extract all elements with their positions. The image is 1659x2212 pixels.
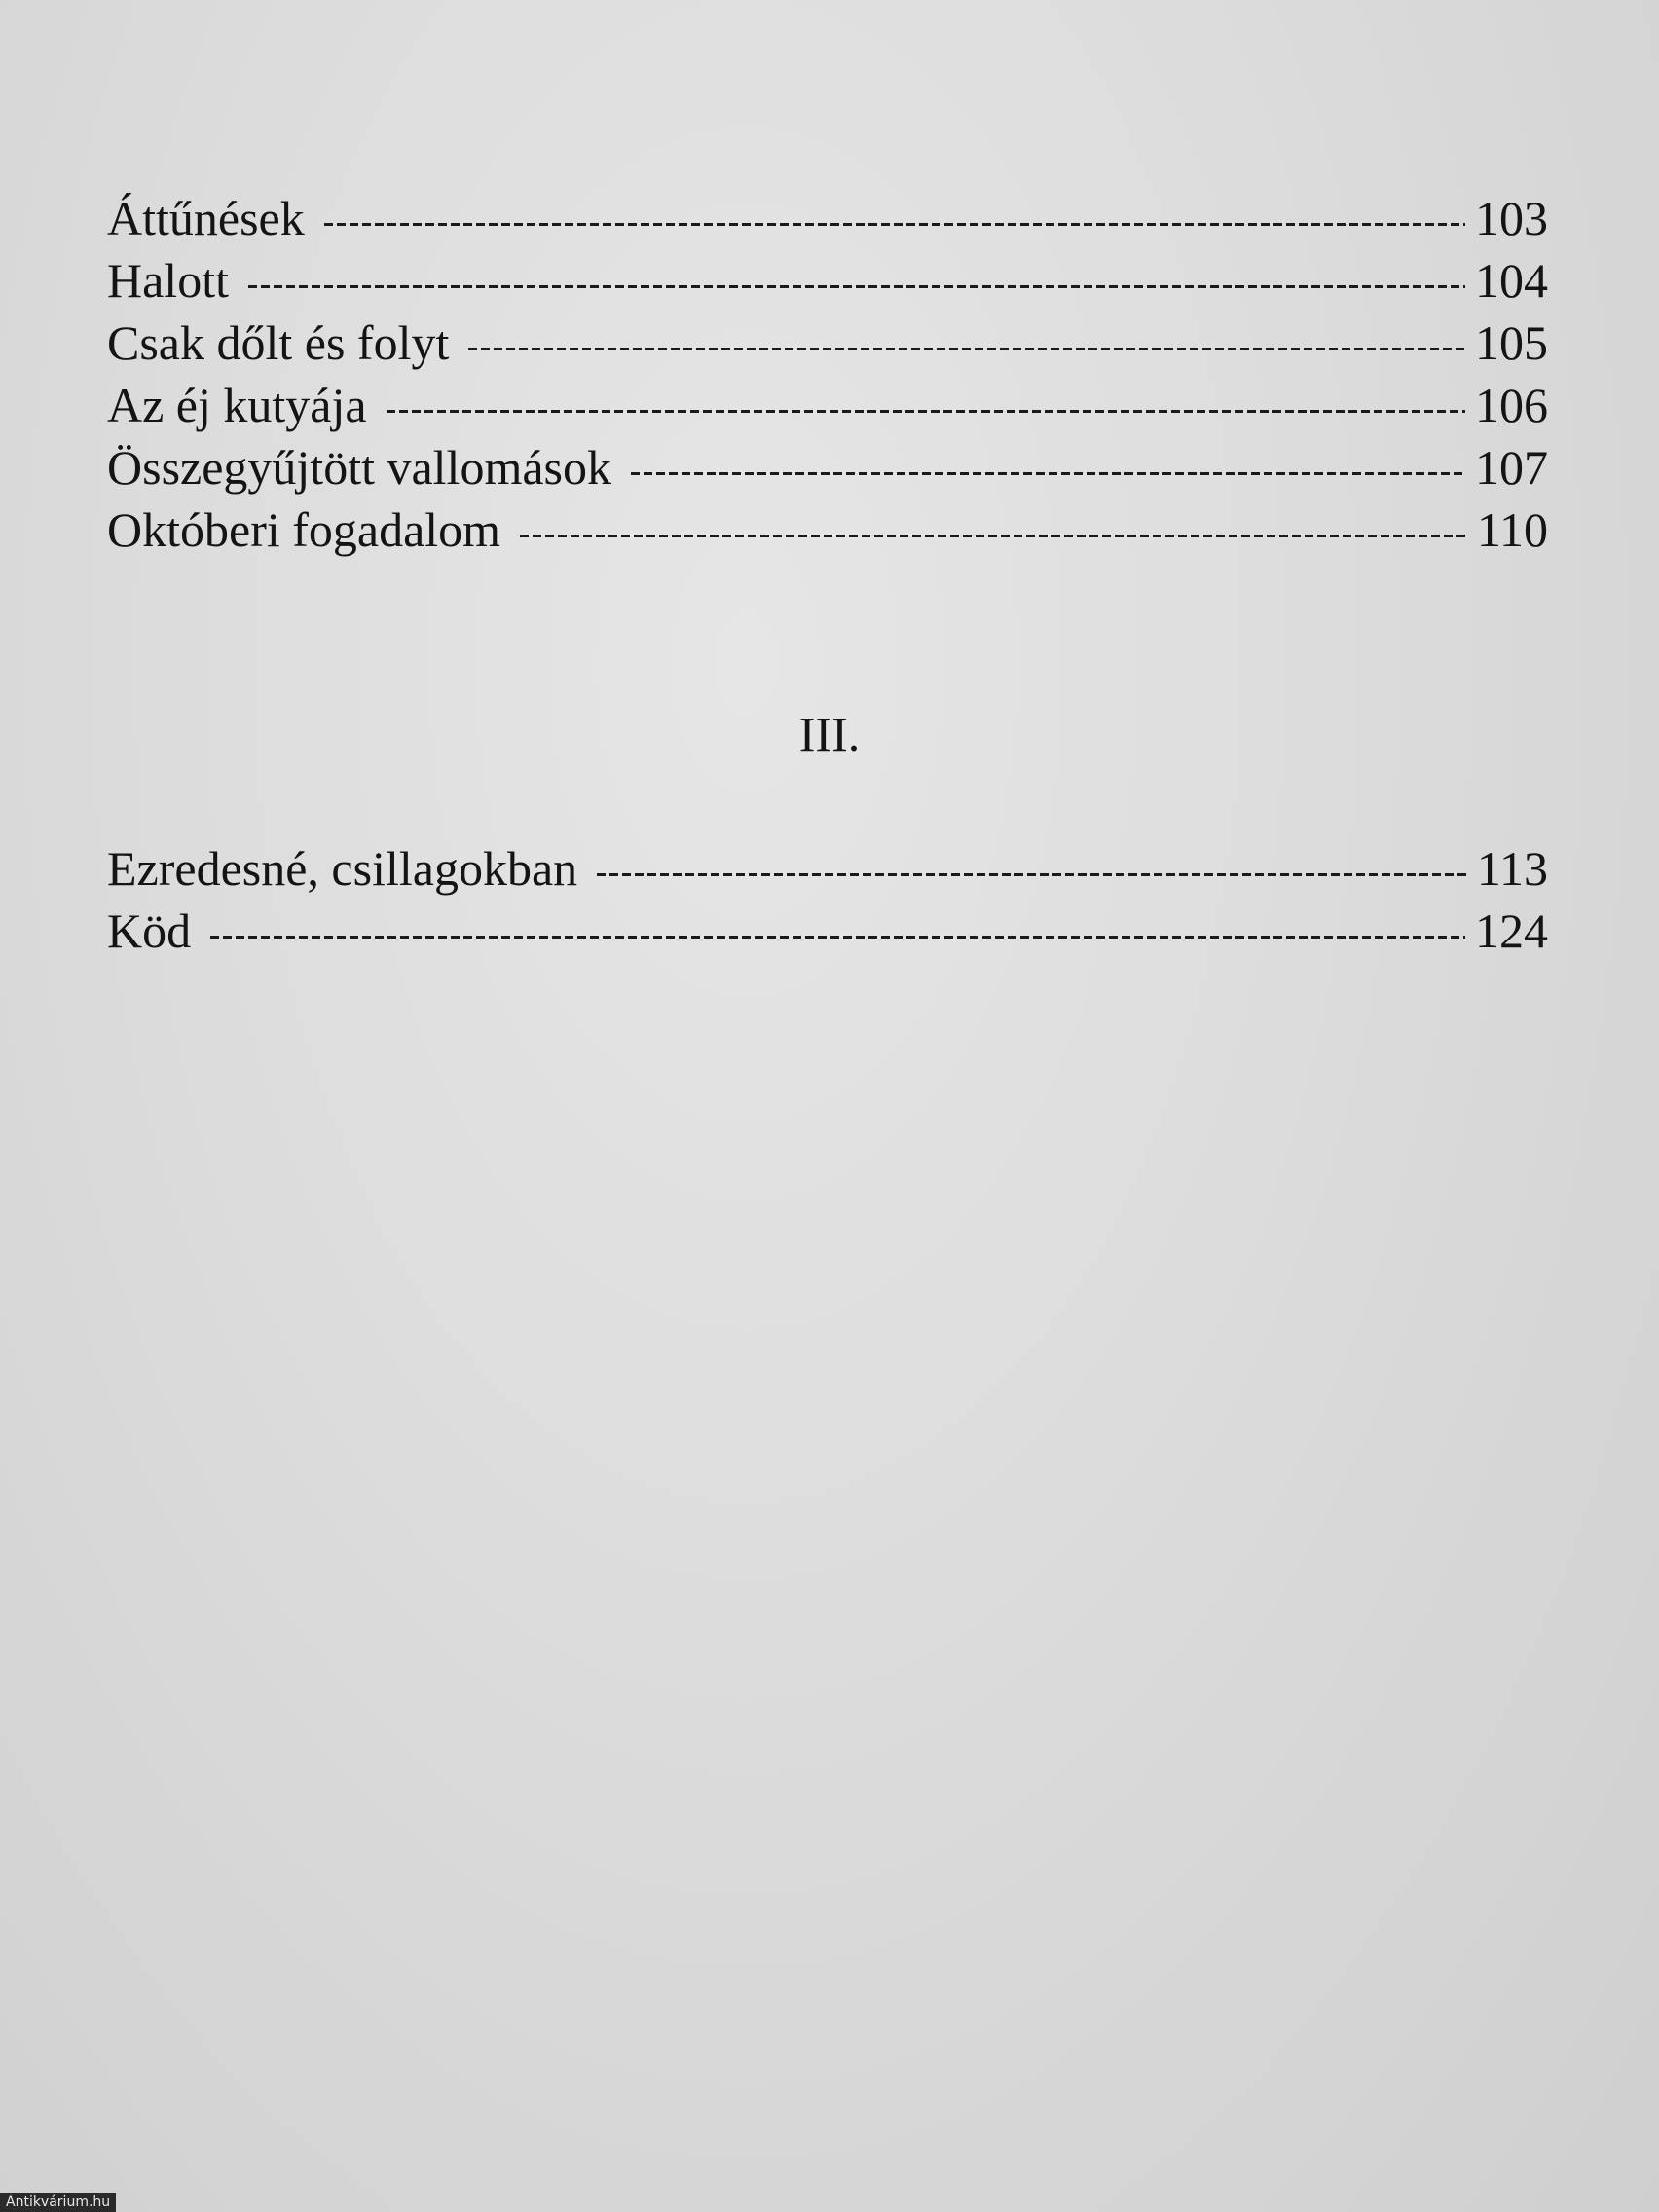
toc-entry-page: 106 [1475, 378, 1548, 432]
toc-leader [520, 535, 1467, 537]
toc-section-2 [107, 837, 1548, 962]
toc-entry [107, 374, 1548, 436]
toc-entry-title: Halott [107, 253, 229, 308]
toc-entry [107, 249, 1548, 312]
toc-section-1 [107, 187, 1548, 561]
toc-entry-title: Az éj kutyája [107, 378, 367, 432]
toc-entry-page: 105 [1475, 315, 1548, 370]
toc-leader [210, 936, 1465, 939]
toc-leader [597, 873, 1467, 876]
toc-entry-title: Áttűnések [107, 191, 305, 245]
toc-leader [468, 348, 1465, 350]
toc-entry [107, 498, 1548, 561]
toc-leader [387, 410, 1465, 413]
toc-entry-title: Köd [107, 903, 192, 958]
toc-entry-title: Ezredesné, csillagokban [107, 841, 578, 896]
toc-leader [324, 223, 1465, 226]
toc-entry [107, 900, 1548, 962]
toc-entry [107, 187, 1548, 249]
toc-entry [107, 312, 1548, 374]
section-heading [0, 703, 1659, 765]
toc-entry [107, 436, 1548, 498]
site-watermark: Antikvárium.hu [0, 2193, 116, 2212]
toc-leader [248, 285, 1465, 288]
toc-entry-title: Csak dőlt és folyt [107, 315, 450, 370]
toc-entry-page: 110 [1476, 502, 1548, 557]
toc-entry-page: 124 [1475, 903, 1548, 958]
toc-entry-page: 104 [1475, 253, 1548, 308]
toc-entry-page: 113 [1476, 841, 1548, 896]
toc-entry-page: 107 [1475, 440, 1548, 495]
section-heading-text: III. [798, 707, 861, 761]
toc-entry-page: 103 [1475, 191, 1548, 245]
toc-entry-title: Októberi fogadalom [107, 502, 501, 557]
toc-leader [631, 472, 1465, 475]
toc-entry-title: Összegyűjtött vallomások [107, 440, 611, 495]
toc-entry [107, 837, 1548, 900]
